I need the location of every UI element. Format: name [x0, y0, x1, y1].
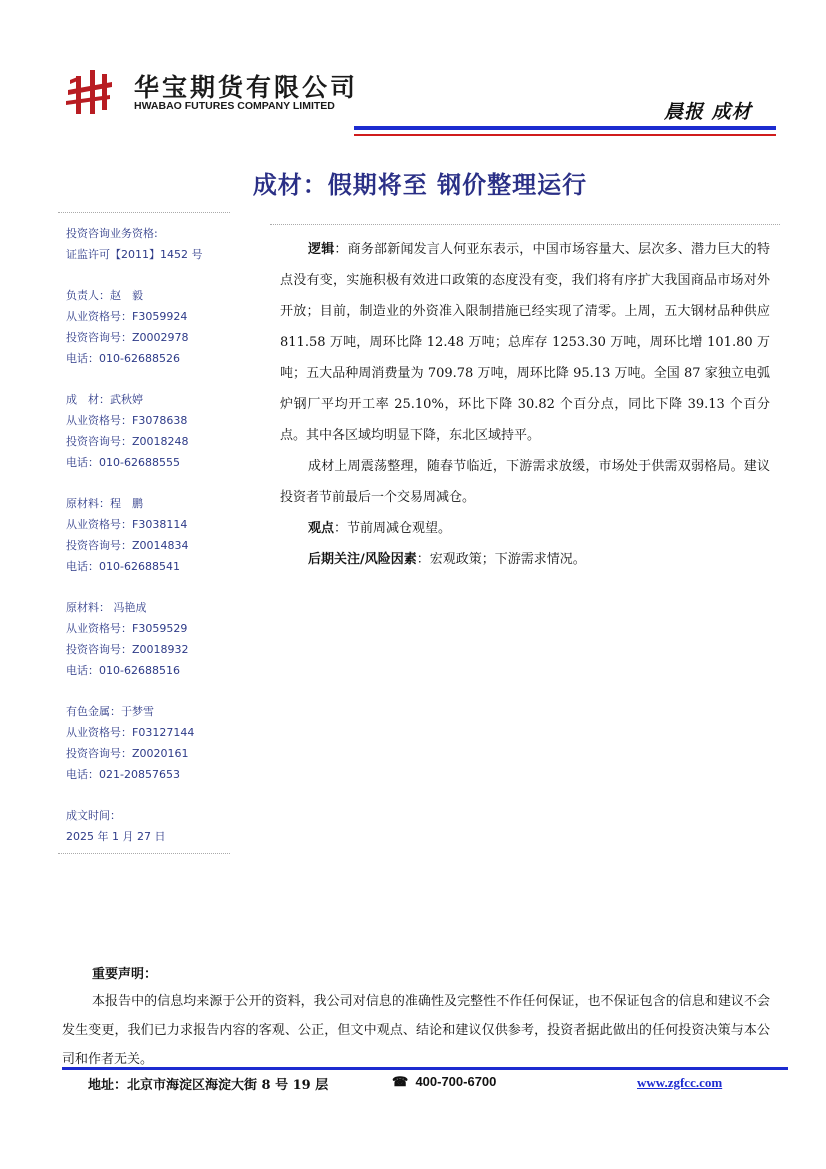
contact-phone: 电话：010-62688516: [66, 664, 180, 677]
report-body: [280, 234, 770, 575]
company-logo-icon: [66, 68, 114, 116]
contact-qualification: 从业资格号：F3038114: [66, 518, 188, 531]
contact-block: [66, 701, 236, 785]
website-link[interactable]: www.zgfcc.com: [637, 1075, 723, 1090]
phone-number: 400-700-6700: [415, 1074, 497, 1089]
report-title: 成材：假期将至 钢价整理运行: [252, 170, 588, 199]
risk-text: ：宏观政策；下游需求情况。: [416, 552, 586, 567]
contact-qualification: 从业资格号：F3078638: [66, 414, 188, 427]
contact-consult-id: 投资咨询号：Z0002978: [66, 331, 189, 344]
license-block: [66, 223, 236, 265]
contact-phone: 电话：010-62688541: [66, 560, 180, 573]
contact-name: 原材料： 冯艳成: [66, 601, 147, 614]
header-blue-rule: [354, 126, 776, 130]
footer-rule: [62, 1067, 788, 1070]
analyst-sidebar: [66, 223, 236, 847]
logic-paragraph: [280, 234, 770, 451]
header-red-rule: [354, 134, 776, 136]
footer-phone: [392, 1074, 496, 1090]
logic-text: ：商务部新闻发言人何亚东表示，中国市场容量大、层次多、潜力巨大的特点没有变，实施积极有效进口政策的态度没有变，我们将有序扩大我国商品市场对外开放；目前，制造业的外资准入限制措施已经实现了清零。上周，五大钢材品种供应 811.58 万吨，周环比降 12.48 万吨；总库存 1253.30 万吨，周环比增 101.80 万吨；五大品种周消费量为 709.78 万吨，周环比降 95.13 万吨。全国 87 家独立电弧炉钢厂平均开工率 25.10%，环比下降 30.82 个百分点，同比下降 39.13 个百分点。其中各区域均明显下降，东北区域持平。: [280, 242, 770, 443]
contact-name: 有色金属：于梦雪: [66, 705, 154, 718]
license-label: 投资咨询业务资格:: [66, 227, 158, 240]
body-top-divider: [270, 224, 780, 225]
company-name-cn: 华宝期货有限公司: [134, 73, 359, 102]
contact-block: [66, 285, 236, 369]
contact-qualification: 从业资格号：F3059924: [66, 310, 188, 323]
company-name-en: HWABAO FUTURES COMPANY LIMITED: [134, 100, 335, 112]
sidebar-bottom-divider: [58, 853, 230, 854]
contact-name: 成 材：武秋婷: [66, 393, 143, 406]
license-number: 证监许可【2011】1452 号: [66, 248, 203, 261]
contact-consult-id: 投资咨询号：Z0014834: [66, 539, 189, 552]
contact-name: 原材料：程 鹏: [66, 497, 143, 510]
date-value: 2025 年 1 月 27 日: [66, 830, 166, 843]
disclaimer-title: 重要声明：: [92, 967, 158, 982]
contact-block: [66, 389, 236, 473]
contact-block: [66, 493, 236, 577]
market-paragraph: 成材上周震荡整理，随春节临近，下游需求放缓，市场处于供需双弱格局。建议投资者节前最后一个交易周减仓。: [280, 459, 770, 505]
contact-phone: 电话：010-62688555: [66, 456, 180, 469]
contact-consult-id: 投资咨询号：Z0018248: [66, 435, 189, 448]
view-text: ：节前周减仓观望。: [334, 521, 452, 536]
contact-block: [66, 597, 236, 681]
contact-name: 负责人：赵 毅: [66, 289, 143, 302]
date-block: [66, 805, 236, 847]
logic-label: 逻辑: [308, 242, 335, 257]
risk-paragraph: [280, 544, 770, 575]
telephone-icon: ☎: [392, 1074, 409, 1089]
contact-phone: 电话：021-20857653: [66, 768, 180, 781]
contact-qualification: 从业资格号：F03127144: [66, 726, 195, 739]
date-label: 成文时间：: [66, 809, 121, 822]
disclaimer-text: 本报告中的信息均来源于公开的资料，我公司对信息的准确性及完整性不作任何保证，也不保证包含的信息和建议不会发生变更，我们已力求报告内容的客观、公正，但文中观点、结论和建议仅供参考，投资者据此做出的任何投资决策与本公司和作者无关。: [62, 994, 770, 1067]
risk-label: 后期关注/风险因素: [308, 552, 417, 567]
contact-phone: 电话：010-62688526: [66, 352, 180, 365]
view-label: 观点: [308, 521, 335, 536]
footer-address: 地址：北京市海淀区海淀大街 8 号 19 层: [88, 1078, 329, 1093]
report-category-tag: 晨报 成材: [664, 101, 752, 123]
contact-qualification: 从业资格号：F3059529: [66, 622, 188, 635]
contact-consult-id: 投资咨询号：Z0018932: [66, 643, 189, 656]
view-paragraph: [280, 513, 770, 544]
sidebar-top-divider: [58, 212, 230, 213]
contact-consult-id: 投资咨询号：Z0020161: [66, 747, 189, 760]
